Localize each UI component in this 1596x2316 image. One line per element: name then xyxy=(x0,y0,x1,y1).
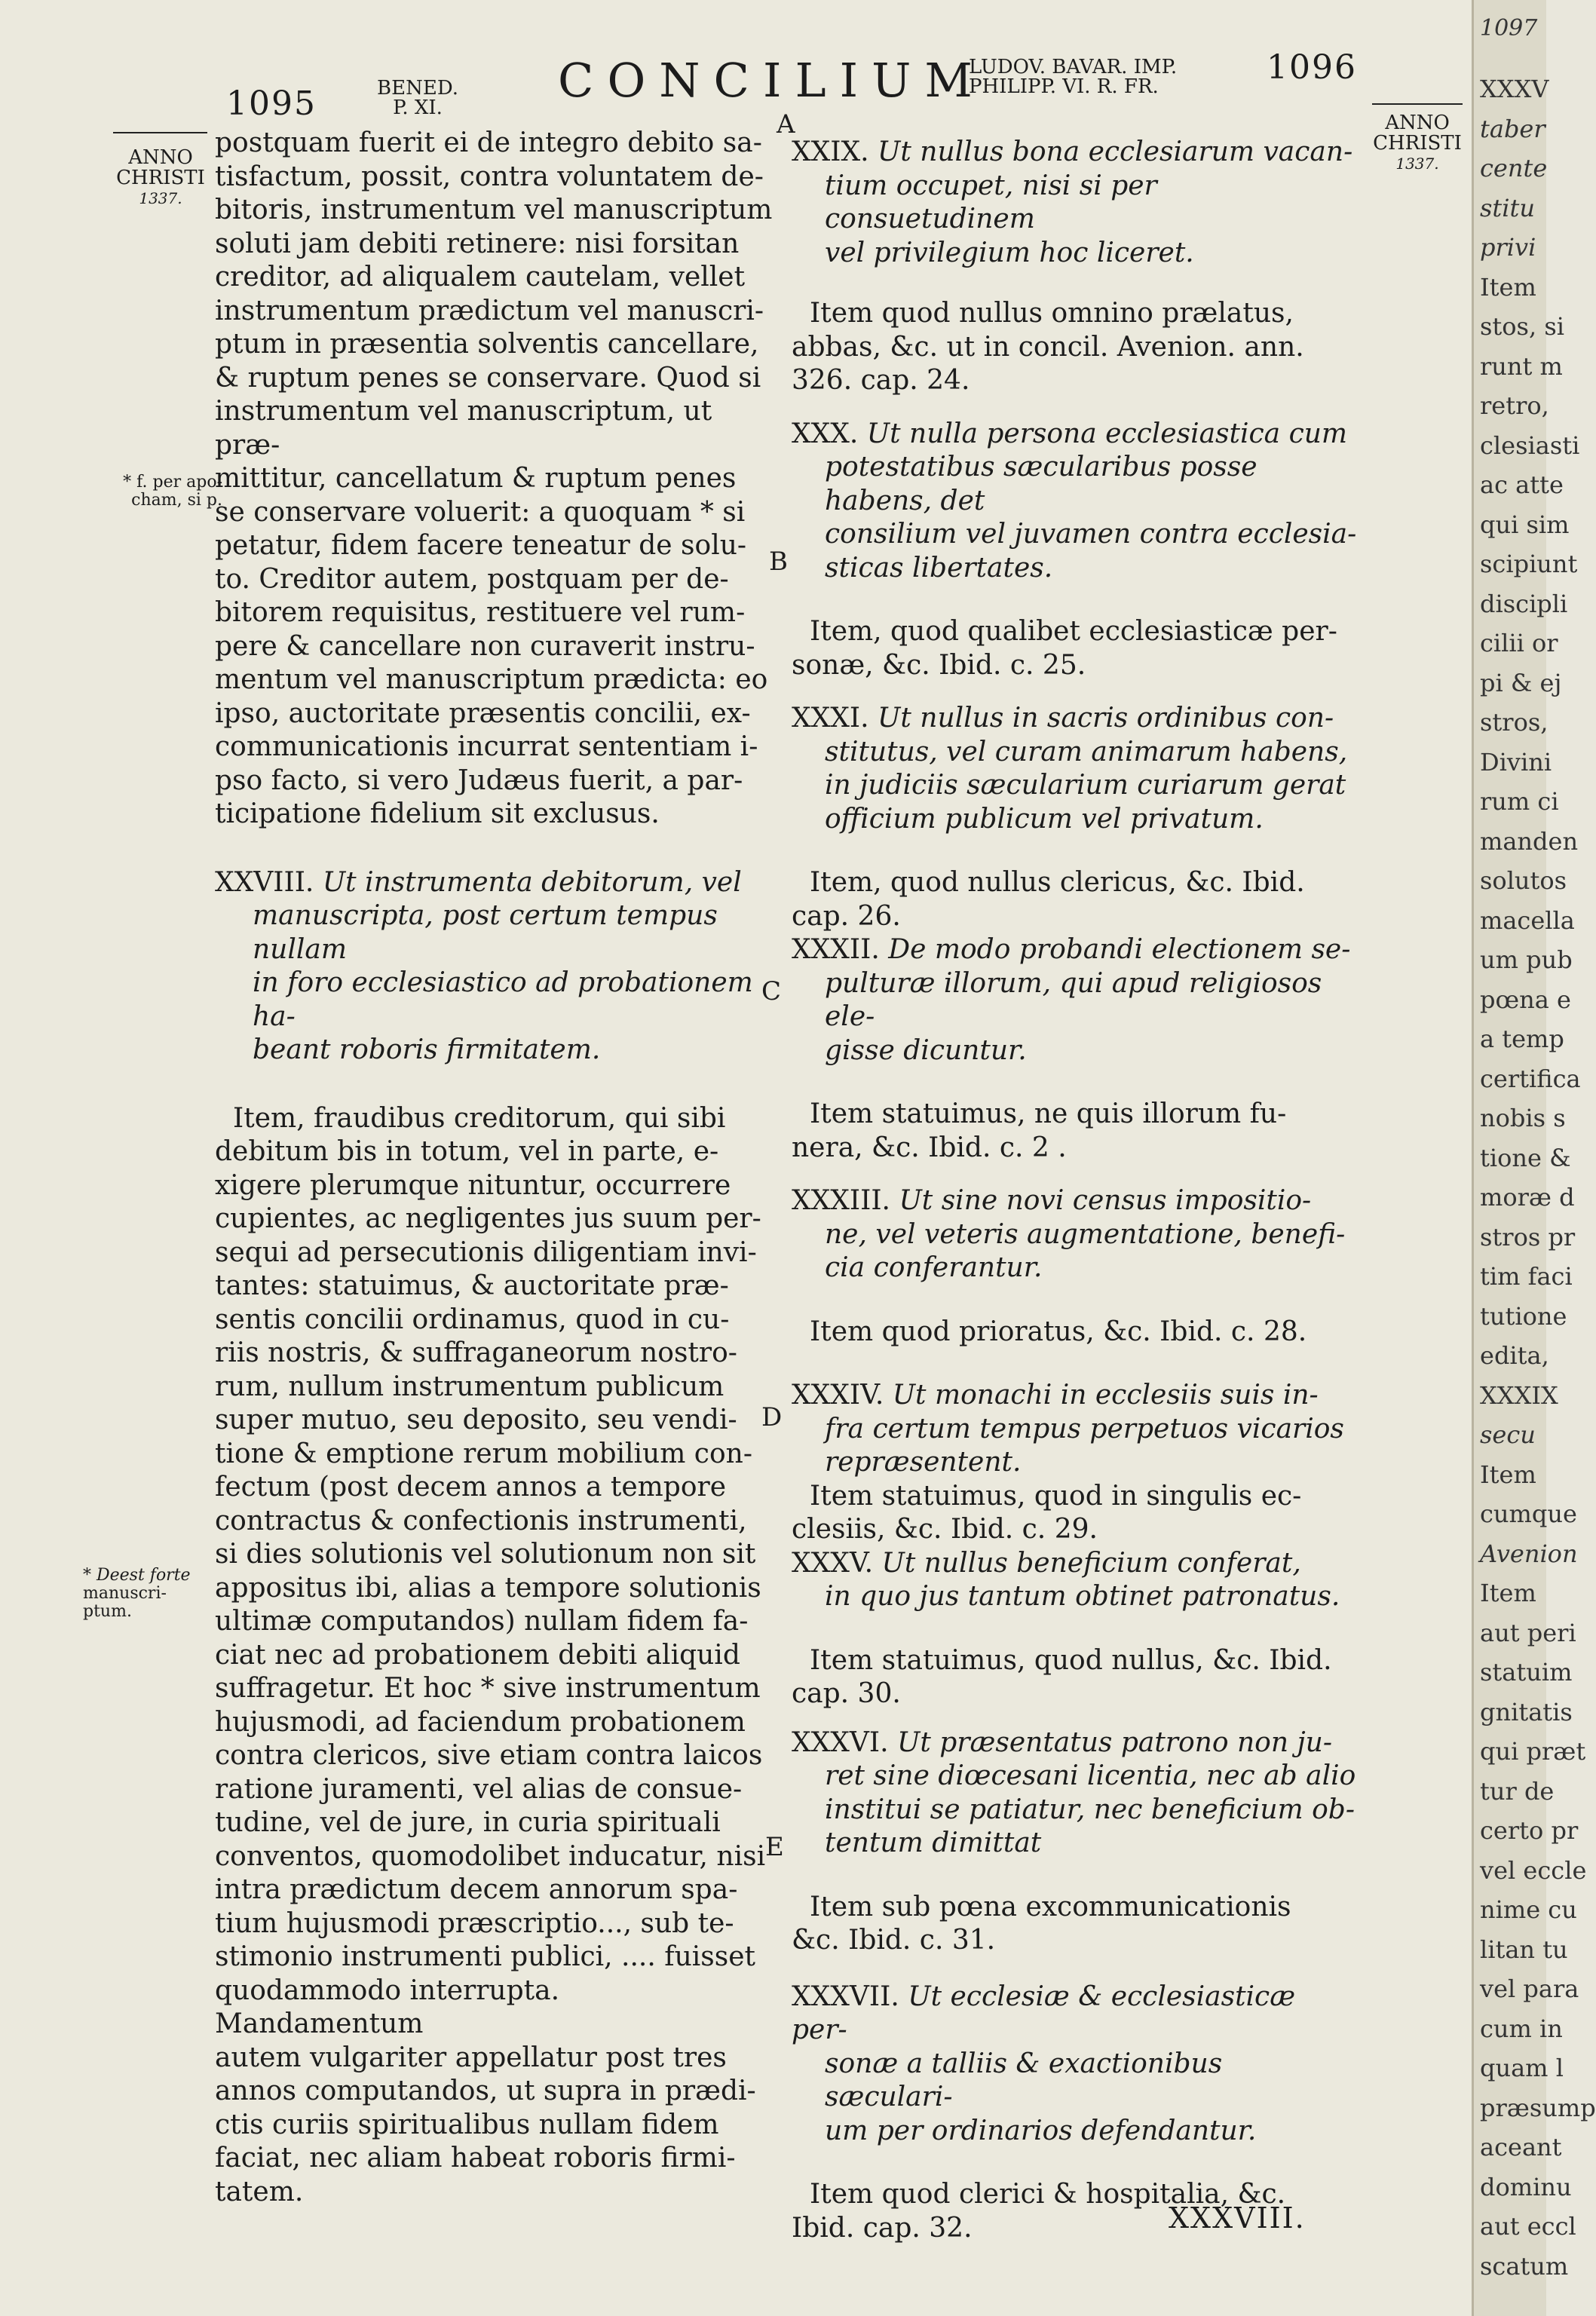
header-bened xyxy=(377,78,458,118)
heading-line: ret sine diœcesani licentia, nec ab alio xyxy=(825,1760,1356,1791)
text-line: pso facto, si vero Judæus fuerit, a par- xyxy=(215,764,743,796)
heading-line xyxy=(792,136,1357,170)
text-line: autem vulgariter appellatur post tres xyxy=(215,2042,727,2073)
canon-xxxi xyxy=(792,702,1357,933)
text-line: bitorem requisitus, restituere vel rum- xyxy=(215,597,746,628)
text-line: ultimæ computandos) nullam fidem fa- xyxy=(215,1606,749,1637)
header-ludov-line2: PHILIPP. VI. R. FR. xyxy=(969,75,1159,98)
heading-line xyxy=(792,1184,1357,1218)
text-line: se conservare voluerit: a quoquam * si xyxy=(215,496,746,528)
text-line: instrumentum prædictum vel manuscri- xyxy=(215,295,764,326)
heading-text: Ut nullus bona ecclesiarum vacan- xyxy=(878,136,1353,167)
next-page-fragment: Avenion xyxy=(1480,1539,1578,1568)
next-page-fragment: cilii or xyxy=(1480,629,1558,657)
text-line: xigere plerumque nituntur, occurrere xyxy=(215,1169,731,1201)
anno-christi-right xyxy=(1361,113,1474,174)
header-bened-line1: BENED. xyxy=(377,77,458,100)
canon-xxx xyxy=(792,418,1357,683)
text-line: ctis curiis spiritualibus nullam fidem xyxy=(215,2109,719,2140)
text-line: sentis concilii ordinamus, quod in cu- xyxy=(215,1304,730,1335)
next-page-fragment: a temp xyxy=(1480,1025,1564,1053)
next-page-fragment: nime cu xyxy=(1480,1895,1577,1924)
heading-line: pulturæ illorum, qui apud religiosos ele- xyxy=(825,967,1322,1032)
text-line: ratione juramenti, vel alias de consue- xyxy=(215,1773,743,1805)
margin-note-2-line1: * Deest forte xyxy=(83,1566,191,1585)
text-line: & ruptum penes se conservare. Quod si xyxy=(215,362,761,394)
right-column xyxy=(792,136,1357,2245)
text-line: petatur, fidem facere teneatur de solu- xyxy=(215,530,747,561)
text-line: Item quod nullus omnino prælatus, xyxy=(810,298,1294,329)
text-line: debitum bis in totum, vel in parte, e- xyxy=(215,1136,719,1167)
margin-note-2-line2: manuscri- xyxy=(83,1584,167,1603)
text-line: Item quod prioratus, &c. Ibid. c. 28. xyxy=(810,1316,1307,1347)
text-line: Item, quod qualibet ecclesiasticæ per- xyxy=(810,616,1337,647)
heading-number: XXXVII. xyxy=(792,1981,899,2012)
next-page-fragment: cum in xyxy=(1480,2014,1563,2043)
section-marker-b: B xyxy=(769,547,788,577)
text-line: Item sub pœna excommunicationis xyxy=(810,1891,1291,1922)
text-line: &c. Ibid. c. 31. xyxy=(792,1925,996,1956)
heading-line: um per ordinarios defendantur. xyxy=(825,2115,1257,2146)
item-paragraph xyxy=(792,1098,1357,1165)
text-line: contra clericos, sive etiam contra laicos xyxy=(215,1740,763,1771)
text-line: nera, &c. Ibid. c. 2 . xyxy=(792,1132,1067,1163)
next-page-fragment: stros pr xyxy=(1480,1223,1576,1251)
text-line: cap. 30. xyxy=(792,1678,901,1709)
heading-line: sticas libertates. xyxy=(825,552,1053,584)
heading-number: XXXIII. xyxy=(792,1185,890,1216)
next-page-fragment: cente xyxy=(1480,154,1548,182)
text-line: sequi ad persecutionis diligentiam invi- xyxy=(215,1236,757,1268)
item-paragraph xyxy=(792,1891,1357,1958)
heading-line xyxy=(792,418,1357,452)
next-page-fragment: cumque xyxy=(1480,1500,1577,1528)
next-page-fragment: runt m xyxy=(1480,352,1563,381)
item-paragraph xyxy=(792,297,1357,398)
next-page-fragment: tione & xyxy=(1480,1144,1571,1172)
next-page-fragment: Item xyxy=(1480,273,1536,302)
text-line: abbas, &c. ut in concil. Avenion. ann. xyxy=(792,331,1304,363)
heading-line: sonæ a talliis & exactionibus sæculari- xyxy=(825,2048,1223,2112)
heading-line: fra certum tempus perpetuos vicarios xyxy=(825,1413,1344,1444)
left-paragraph-2 xyxy=(215,1102,773,2210)
header-ludov xyxy=(969,57,1177,96)
text-line: tium hujusmodi præscriptio..., sub te- xyxy=(215,1907,734,1939)
left-column xyxy=(215,127,773,2209)
canon-xxxiv xyxy=(792,1379,1357,1547)
next-page-fragment: aceant xyxy=(1480,2133,1562,2161)
item-paragraph xyxy=(792,615,1357,682)
next-page-fragment: pœna e xyxy=(1480,985,1571,1014)
next-page-fragment: privi xyxy=(1480,233,1536,262)
heading-text: Ut sine novi census impositio- xyxy=(899,1185,1312,1216)
text-line: soluti jam debiti retinere: nisi forsitan xyxy=(215,228,740,259)
heading-number: XXVIII. xyxy=(215,866,314,898)
text-line: faciat, nec aliam habeat roboris firmi- xyxy=(215,2143,736,2174)
next-page-fragment: qui præt xyxy=(1480,1737,1586,1766)
heading-line xyxy=(792,933,1357,967)
heading-text: Ut nullus beneficium conferat, xyxy=(881,1547,1301,1579)
text-line: Item statuimus, ne quis illorum fu- xyxy=(810,1098,1287,1129)
next-page-fragment: edita, xyxy=(1480,1341,1549,1370)
item-paragraph xyxy=(792,866,1357,933)
heading-line: tentum dimittat xyxy=(825,1827,1042,1858)
next-page-fragment: manden xyxy=(1480,827,1579,856)
text-line: super mutuo, seu deposito, seu vendi- xyxy=(215,1405,737,1435)
margin-note-1 xyxy=(90,473,222,510)
text-line: tudine, vel de jure, in curia spirituali xyxy=(215,1807,721,1838)
heading-line xyxy=(792,702,1357,736)
next-page-fragment: tim faci xyxy=(1480,1262,1573,1291)
next-page-fragment: moræ d xyxy=(1480,1183,1575,1212)
text-line: creditor, ad aliqualem cautelam, vellet xyxy=(215,262,746,293)
text-line: Item statuimus, quod in singulis ec- xyxy=(810,1480,1302,1512)
year-left: 1337. xyxy=(139,189,182,207)
heading-line: tium occupet, nisi si per consuetudinem xyxy=(825,170,1157,234)
text-line: tantes: statuimus, & auctoritate præ- xyxy=(215,1270,729,1301)
section-marker-c: C xyxy=(761,976,782,1006)
next-page-fragment: præsump xyxy=(1480,2094,1596,2122)
item-paragraph xyxy=(792,1316,1357,1349)
next-page-fragment: stos, si xyxy=(1480,312,1564,341)
heading-line: vel privilegium hoc liceret. xyxy=(825,237,1194,268)
heading-line: cia conferantur. xyxy=(825,1252,1043,1283)
text-line: tisfactum, possit, contra voluntatem de- xyxy=(215,161,764,192)
next-page-fragment: rum ci xyxy=(1480,787,1559,816)
heading-line: in foro ecclesiastico ad probationem ha- xyxy=(253,967,753,1032)
next-page-fragment: clesiasti xyxy=(1480,431,1580,460)
next-page-fragment: XXXIX xyxy=(1480,1381,1558,1410)
margin-note-2-line3: ptum. xyxy=(83,1602,132,1621)
text-line: Item, quod nullus clericus, &c. Ibid. xyxy=(810,867,1305,898)
item-paragraph xyxy=(792,1644,1357,1711)
text-line: cupientes, ac negligentes jus suum per- xyxy=(215,1203,761,1234)
text-line: tatem. xyxy=(215,2176,304,2207)
next-page-fragment: pi & ej xyxy=(1480,669,1562,697)
heading-line xyxy=(792,1981,1357,2048)
text-line: cap. 26. xyxy=(792,900,901,932)
heading-text: Ut ecclesiæ & ecclesiasticæ per- xyxy=(792,1981,1296,2045)
heading-line: consilium vel juvamen contra ecclesia- xyxy=(825,519,1357,550)
text-line: Item quod clerici & hospitalia, &c. xyxy=(810,2179,1286,2210)
text-line: suffragetur. Et hoc * sive instrumentum xyxy=(215,1673,761,1704)
next-page-fragment: statuim xyxy=(1480,1658,1573,1686)
heading-xxviii xyxy=(215,866,773,1068)
canon-xxxvi xyxy=(792,1726,1357,1958)
heading-line xyxy=(215,866,773,900)
heading-text: De modo probandi electionem se- xyxy=(888,934,1351,965)
text-line: si dies solutionis vel solutionum non sit xyxy=(215,1539,756,1570)
next-page-fragment: scatum xyxy=(1480,2252,1569,2281)
page-number-right: 1096 xyxy=(1267,48,1357,87)
page-title: CONCILIUM xyxy=(558,53,986,108)
section-marker-e: E xyxy=(765,1832,784,1862)
heading-line: in judiciis sæcularium curiarum gerat xyxy=(825,770,1346,801)
text-line: tione & emptione rerum mobilium con- xyxy=(215,1438,752,1469)
text-line: Item, fraudibus creditorum, qui sibi xyxy=(233,1102,726,1134)
christi-left: CHRISTI xyxy=(116,167,205,189)
text-line: riis nostris, & suffraganeorum nostro- xyxy=(215,1337,737,1368)
margin-note-2 xyxy=(83,1567,207,1621)
next-page-fragment: vel eccle xyxy=(1480,1856,1587,1885)
christi-right: CHRISTI xyxy=(1373,132,1462,155)
margin-rule-left xyxy=(113,132,207,133)
heading-line: gisse dicuntur. xyxy=(825,1034,1027,1066)
next-page-fragment: gnitatis xyxy=(1480,1698,1573,1726)
next-page-fragment: scipiunt xyxy=(1480,550,1578,578)
text-line: sonæ, &c. Ibid. c. 25. xyxy=(792,649,1086,681)
text-line: Ibid. cap. 32. xyxy=(792,2212,973,2244)
text-line: clesiis, &c. Ibid. c. 29. xyxy=(792,1514,1098,1545)
next-page-fragment: taber xyxy=(1480,115,1545,143)
heading-line xyxy=(792,1547,1357,1581)
next-page-fragment: tur de xyxy=(1480,1777,1555,1806)
section-marker-a: A xyxy=(777,109,795,139)
next-page-fragment: discipli xyxy=(1480,590,1568,618)
text-line: ticipatione fidelium sit exclusus. xyxy=(215,798,660,829)
canon-xxxv xyxy=(792,1547,1357,1711)
next-page-fragment: retro, xyxy=(1480,391,1549,420)
next-page-fragment: vel para xyxy=(1480,1974,1579,2003)
heading-line: manuscripta, post certum tempus nullam xyxy=(253,900,718,965)
heading-text: Ut nulla persona ecclesiastica cum xyxy=(866,418,1348,449)
heading-number: XXXIV. xyxy=(792,1380,884,1411)
text-line: communicationis incurrat sententiam i- xyxy=(215,731,758,762)
heading-line: officium publicum vel privatum. xyxy=(825,803,1264,835)
heading-number: XXXVI. xyxy=(792,1726,889,1758)
next-page-fragment: aut peri xyxy=(1480,1619,1576,1647)
text-line: hujusmodi, ad faciendum probationem xyxy=(215,1706,746,1738)
anno-left: ANNO xyxy=(128,146,193,169)
anno-right: ANNO xyxy=(1385,112,1450,134)
text-line: annos computandos, ut supra in prædi- xyxy=(215,2076,756,2106)
header-ludov-line1: LUDOV. BAVAR. IMP. xyxy=(969,56,1178,78)
next-page-fragment: certifica xyxy=(1480,1065,1581,1093)
canon-xxix xyxy=(792,136,1357,398)
heading-text: Ut instrumenta debitorum, vel xyxy=(322,866,742,898)
next-page-fragment: stitu xyxy=(1480,194,1535,222)
margin-note-1-line1: * f. per apo- xyxy=(123,473,222,492)
heading-text: Ut nullus in sacris ordinibus con- xyxy=(878,703,1334,734)
next-page-fragment: certo pr xyxy=(1480,1816,1579,1845)
text-line: intra prædictum decem annorum spa- xyxy=(215,1874,738,1905)
next-page-fragment: quam l xyxy=(1480,2054,1564,2082)
next-page-edge xyxy=(1472,0,1596,2316)
text-line: 326. cap. 24. xyxy=(792,365,970,396)
anno-christi-left xyxy=(112,148,210,209)
heading-line: potestatibus sæcularibus posse habens, det xyxy=(825,452,1258,516)
text-line: bitoris, instrumentum vel manuscriptum xyxy=(215,195,773,225)
heading-line: ne, vel veteris augmentatione, benefi- xyxy=(825,1218,1346,1250)
text-line: quodammodo interrupta. Mandamentum xyxy=(215,1974,560,2039)
item-paragraph xyxy=(792,1480,1357,1547)
next-page-fragment: Item xyxy=(1480,1579,1536,1607)
next-page-fragment: solutos xyxy=(1480,866,1567,895)
heading-number: XXXI. xyxy=(792,703,869,734)
heading-line: stitutus, vel curam animarum habens, xyxy=(825,736,1348,767)
heading-text: Ut præsentatus patrono non ju- xyxy=(897,1726,1332,1758)
next-page-fragment: litan tu xyxy=(1480,1935,1568,1964)
next-page-fragment: stros, xyxy=(1480,708,1549,737)
text-line: ciat nec ad probationem debiti aliquid xyxy=(215,1639,740,1671)
text-line: mittitur, cancellatum & ruptum penes xyxy=(215,463,737,494)
heading-number: XXXII. xyxy=(792,934,880,965)
canon-xxxii xyxy=(792,933,1357,1165)
section-marker-d: D xyxy=(761,1402,783,1432)
text-line: mentum vel manuscriptum prædicta: eo xyxy=(215,664,768,695)
heading-number: XXIX. xyxy=(792,136,869,167)
heading-line xyxy=(792,1379,1357,1413)
text-line: pere & cancellare non curaverit instru- xyxy=(215,630,755,662)
catchword: XXXVIII. xyxy=(1169,2201,1306,2235)
text-line: stimonio instrumenti publici, .... fuisset xyxy=(215,1941,755,1972)
heading-number: XXX. xyxy=(792,418,859,449)
next-page-fragment: qui sim xyxy=(1480,510,1570,539)
text-line: ptum in præsentia solventis cancellare, xyxy=(215,329,759,360)
heading-number: XXXV. xyxy=(792,1547,874,1579)
heading-line: in quo jus tantum obtinet patronatus. xyxy=(825,1581,1340,1612)
text-line: postquam fuerit ei de integro debito sa- xyxy=(215,127,762,158)
next-page-fragment: Divini xyxy=(1480,748,1552,777)
text-line: Item statuimus, quod nullus, &c. Ibid. xyxy=(810,1644,1332,1676)
next-page-fragment: XXXV xyxy=(1480,75,1549,103)
next-page-fragment: macella xyxy=(1480,906,1575,935)
text-line: ipso, auctoritate præsentis concilii, ex- xyxy=(215,697,751,729)
next-page-fragment: Item xyxy=(1480,1460,1536,1489)
page-number-left: 1095 xyxy=(226,84,317,123)
text-line: conventos, quomodolibet inducatur, nisi xyxy=(215,1840,766,1872)
text-line: rum, nullum instrumentum publicum xyxy=(215,1371,724,1402)
next-page-number: 1097 xyxy=(1480,15,1538,41)
left-paragraph-1 xyxy=(215,127,773,832)
next-page-fragment: aut eccl xyxy=(1480,2212,1576,2241)
year-right: 1337. xyxy=(1395,155,1439,173)
text-line: instrumentum vel manuscriptum, ut præ- xyxy=(215,396,712,461)
heading-line: institui se patiatur, nec beneficium ob- xyxy=(825,1794,1356,1825)
text-line: to. Creditor autem, postquam per de- xyxy=(215,563,729,595)
text-line: contractus & confectionis instrumenti, xyxy=(215,1505,747,1536)
next-page-fragment: secu xyxy=(1480,1420,1536,1449)
text-line: fectum (post decem annos a tempore xyxy=(215,1472,727,1503)
text-line: appositus ibi, alias a tempore solutionis xyxy=(215,1572,761,1604)
canon-xxxiii xyxy=(792,1184,1357,1349)
next-page-fragment: nobis s xyxy=(1480,1104,1566,1132)
heading-line: beant roboris firmitatem. xyxy=(253,1034,601,1065)
heading-line: repræsentent. xyxy=(825,1447,1022,1478)
next-page-fragment: tutione xyxy=(1480,1302,1567,1331)
margin-rule-right xyxy=(1372,103,1463,105)
next-page-fragment: ac atte xyxy=(1480,470,1564,499)
heading-line xyxy=(792,1726,1357,1760)
margin-note-1-line2: cham, si p. xyxy=(131,491,222,510)
next-page-fragment: dominu xyxy=(1480,2173,1572,2201)
next-page-fragment: um pub xyxy=(1480,945,1573,974)
header-bened-line2: P. XI. xyxy=(393,96,443,119)
heading-text: Ut monachi in ecclesiis suis in- xyxy=(892,1380,1319,1411)
